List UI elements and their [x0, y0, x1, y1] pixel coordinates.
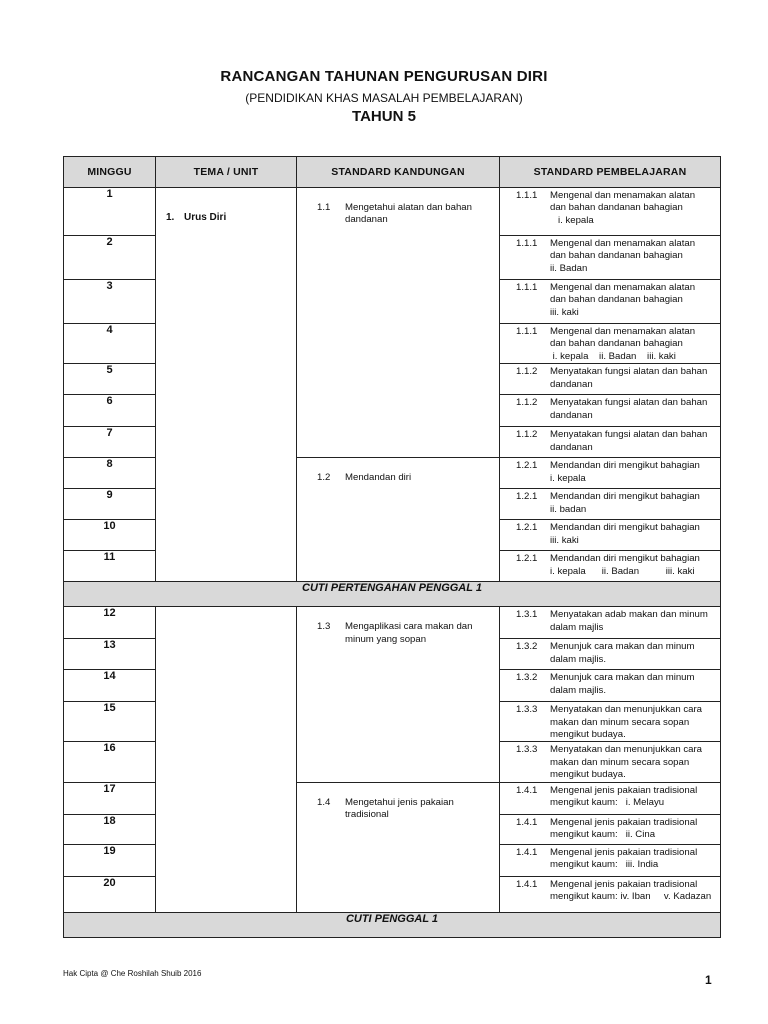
standard-pembelajaran-line: Mengenal dan menamakan alatan	[550, 326, 696, 337]
week-number: 20	[64, 876, 156, 912]
standard-pembelajaran-code: 1.4.1	[516, 816, 538, 828]
standard-pembelajaran-line: mengikut kaum: ii. Cina	[550, 829, 656, 841]
standard-pembelajaran-code: 1.1.1	[516, 190, 538, 201]
standard-pembelajaran-line: dandanan	[550, 441, 593, 453]
standard-pembelajaran-cell	[500, 489, 721, 520]
standard-pembelajaran-line: dalam majlis.	[550, 684, 606, 696]
standard-pembelajaran	[500, 742, 720, 781]
standard-pembelajaran-cell	[500, 702, 721, 742]
standard-pembelajaran-code: 1.4.1	[516, 846, 538, 858]
standard-pembelajaran-cell	[500, 876, 721, 912]
standard-pembelajaran-line: Mengenal dan menamakan alatan	[550, 282, 696, 293]
standard-pembelajaran-line: Menunjuk cara makan dan minum	[550, 672, 695, 684]
standard-pembelajaran-line: Mengenal jenis pakaian tradisional	[550, 784, 698, 796]
column-header-standard-kandungan: STANDARD KANDUNGAN	[297, 157, 500, 188]
standard-pembelajaran-code: 1.3.3	[516, 744, 538, 756]
holiday-label: CUTI PENGGAL 1	[64, 912, 721, 937]
standard-pembelajaran-cell	[500, 364, 721, 395]
standard-kandungan-code: 1.4	[317, 796, 331, 808]
week-number: 4	[64, 324, 156, 364]
week-number: 1	[64, 188, 156, 236]
standard-pembelajaran-text	[550, 190, 714, 227]
standard-pembelajaran-code: 1.2.1	[516, 522, 538, 534]
standard-kandungan	[297, 607, 499, 646]
week-number: 19	[64, 844, 156, 876]
document-title: RANCANGAN TAHUNAN PENGURUSAN DIRI	[220, 68, 548, 85]
standard-pembelajaran-code: 1.1.1	[516, 326, 538, 337]
standard-pembelajaran-line: ii. Badan	[550, 262, 588, 274]
week-number: 3	[64, 280, 156, 324]
week-number: 12	[64, 607, 156, 639]
standard-kandungan-text	[345, 621, 493, 646]
standard-pembelajaran-text	[550, 785, 714, 810]
standard-pembelajaran-line: dandanan	[550, 409, 593, 421]
standard-pembelajaran-line: i. kepala	[550, 214, 594, 226]
footer-copyright: Hak Cipta @ Che Roshilah Shuib 2016	[63, 969, 202, 978]
standard-pembelajaran	[500, 877, 720, 904]
standard-kandungan-cell	[297, 188, 500, 458]
standard-pembelajaran-text	[550, 326, 714, 363]
standard-pembelajaran	[500, 702, 720, 741]
standard-pembelajaran-text	[550, 366, 714, 391]
standard-kandungan-cell	[297, 607, 500, 782]
standard-pembelajaran-line: dan bahan dandanan bahagian	[550, 294, 683, 306]
standard-pembelajaran-code: 1.3.2	[516, 641, 538, 653]
standard-pembelajaran-line: makan dan minum secara sopan	[550, 756, 690, 768]
standard-pembelajaran-cell	[500, 427, 721, 458]
standard-pembelajaran-text	[550, 609, 714, 634]
standard-pembelajaran-code: 1.4.1	[516, 878, 538, 890]
standard-pembelajaran-line: dalam majlis.	[550, 653, 606, 665]
column-header-standard-pembelajaran: STANDARD PEMBELAJARAN	[500, 157, 721, 188]
standard-pembelajaran-line: Mendandan diri mengikut bahagian	[550, 491, 700, 503]
standard-pembelajaran-code: 1.4.1	[516, 784, 538, 796]
standard-pembelajaran-text	[550, 847, 714, 872]
standard-kandungan-line: tradisional	[345, 809, 389, 821]
week-number: 18	[64, 814, 156, 844]
theme-label	[156, 188, 296, 223]
standard-pembelajaran-line: Mendandan diri mengikut bahagian	[550, 460, 700, 472]
week-number: 17	[64, 782, 156, 814]
standard-pembelajaran-line: Mendandan diri mengikut bahagian	[550, 553, 700, 565]
annual-plan-table	[63, 156, 721, 938]
theme-cell	[156, 607, 297, 912]
table-row	[64, 188, 721, 236]
standard-pembelajaran-line: Menyatakan dan menunjukkan cara	[550, 704, 702, 716]
standard-pembelajaran-cell	[500, 551, 721, 582]
standard-pembelajaran-text	[550, 282, 714, 319]
standard-kandungan-cell	[297, 458, 500, 582]
week-number: 11	[64, 551, 156, 582]
standard-pembelajaran	[500, 324, 720, 363]
document-subtitle: (PENDIDIKAN KHAS MASALAH PEMBELAJARAN)	[245, 91, 523, 105]
week-number: 13	[64, 639, 156, 670]
standard-pembelajaran	[500, 783, 720, 810]
standard-pembelajaran-code: 1.1.2	[516, 397, 538, 409]
week-number: 9	[64, 489, 156, 520]
standard-pembelajaran	[500, 520, 720, 547]
standard-kandungan-line: Mengetahui jenis pakaian	[345, 796, 454, 808]
standard-pembelajaran-cell	[500, 844, 721, 876]
standard-pembelajaran-code: 1.1.1	[516, 238, 538, 249]
standard-pembelajaran	[500, 639, 720, 666]
standard-pembelajaran-line: dan bahan dandanan bahagian	[550, 250, 683, 262]
standard-pembelajaran-cell	[500, 236, 721, 280]
standard-pembelajaran-cell	[500, 742, 721, 782]
standard-pembelajaran-cell	[500, 814, 721, 844]
standard-pembelajaran-line: dan bahan dandanan bahagian	[550, 338, 683, 350]
standard-pembelajaran-cell	[500, 458, 721, 489]
standard-kandungan	[297, 458, 499, 484]
standard-pembelajaran-line: Menyatakan fungsi alatan dan bahan	[550, 366, 708, 378]
standard-pembelajaran-line: mengikut budaya.	[550, 729, 626, 741]
theme-number: 1.	[166, 212, 175, 223]
standard-pembelajaran-line: Menunjuk cara makan dan minum	[550, 641, 695, 653]
standard-kandungan-text	[345, 202, 493, 227]
standard-kandungan-code: 1.1	[317, 202, 331, 213]
standard-pembelajaran-line: i. kepala ii. Badan iii. kaki	[550, 565, 695, 577]
standard-pembelajaran	[500, 236, 720, 275]
standard-kandungan-cell	[297, 782, 500, 912]
standard-pembelajaran-line: Mengenal jenis pakaian tradisional	[550, 816, 698, 828]
theme-cell	[156, 188, 297, 582]
week-number: 6	[64, 395, 156, 427]
standard-pembelajaran-code: 1.1.2	[516, 366, 538, 378]
standard-pembelajaran-code: 1.2.1	[516, 460, 538, 472]
standard-pembelajaran-code: 1.2.1	[516, 491, 538, 503]
standard-pembelajaran-line: Menyatakan fungsi alatan dan bahan	[550, 429, 708, 441]
standard-kandungan-code: 1.3	[317, 621, 331, 633]
standard-kandungan-text	[345, 472, 493, 484]
week-number: 16	[64, 742, 156, 782]
standard-pembelajaran	[500, 395, 720, 422]
standard-pembelajaran-line: dalam majlis	[550, 621, 604, 633]
week-number: 15	[64, 702, 156, 742]
standard-pembelajaran-cell	[500, 395, 721, 427]
standard-pembelajaran-line: Mengenal jenis pakaian tradisional	[550, 846, 698, 858]
standard-pembelajaran-text	[550, 397, 714, 422]
standard-pembelajaran-text	[550, 817, 714, 842]
week-number: 7	[64, 427, 156, 458]
standard-kandungan-line: Mengaplikasi cara makan dan	[345, 621, 473, 633]
standard-pembelajaran-cell	[500, 520, 721, 551]
standard-pembelajaran-line: Menyatakan adab makan dan minum	[550, 609, 708, 621]
standard-pembelajaran-line: dan bahan dandanan bahagian	[550, 202, 683, 214]
standard-pembelajaran	[500, 458, 720, 485]
standard-pembelajaran-text	[550, 460, 714, 485]
holiday-row	[64, 582, 721, 607]
table-header-row	[64, 157, 721, 188]
standard-pembelajaran-cell	[500, 188, 721, 236]
standard-pembelajaran-text	[550, 879, 714, 904]
standard-pembelajaran-line: Mengenal dan menamakan alatan	[550, 238, 696, 249]
week-number: 5	[64, 364, 156, 395]
standard-pembelajaran-cell	[500, 670, 721, 702]
standard-pembelajaran-cell	[500, 324, 721, 364]
standard-pembelajaran-line: iii. kaki	[550, 534, 579, 546]
standard-pembelajaran-cell	[500, 607, 721, 639]
standard-kandungan-text	[345, 797, 493, 822]
standard-pembelajaran-line: Menyatakan fungsi alatan dan bahan	[550, 397, 708, 409]
standard-pembelajaran-text	[550, 522, 714, 547]
week-number: 14	[64, 670, 156, 702]
standard-kandungan	[297, 783, 499, 822]
standard-pembelajaran-line: iii. kaki	[550, 306, 579, 318]
standard-pembelajaran-line: ii. badan	[550, 503, 587, 515]
standard-pembelajaran-line: mengikut kaum: i. Melayu	[550, 797, 665, 809]
standard-pembelajaran-code: 1.3.2	[516, 672, 538, 684]
document-year: TAHUN 5	[352, 108, 416, 125]
standard-pembelajaran-cell	[500, 782, 721, 814]
holiday-row	[64, 912, 721, 937]
standard-pembelajaran-line: mengikut kaum: iii. India	[550, 859, 659, 871]
standard-pembelajaran-cell	[500, 280, 721, 324]
standard-pembelajaran-line: mengikut budaya.	[550, 769, 626, 781]
standard-pembelajaran	[500, 845, 720, 872]
standard-pembelajaran-line: makan dan minum secara sopan	[550, 716, 690, 728]
standard-kandungan-line: Mendandan diri	[345, 472, 412, 484]
standard-pembelajaran	[500, 427, 720, 454]
standard-pembelajaran	[500, 551, 720, 578]
standard-kandungan-line: Mengetahui alatan dan bahan	[345, 202, 472, 213]
standard-pembelajaran	[500, 364, 720, 391]
standard-pembelajaran-text	[550, 553, 714, 578]
standard-kandungan	[297, 188, 499, 227]
week-number: 8	[64, 458, 156, 489]
standard-pembelajaran	[500, 670, 720, 697]
standard-pembelajaran-line: Mengenal dan menamakan alatan	[550, 190, 696, 201]
standard-pembelajaran-text	[550, 238, 714, 275]
holiday-label: CUTI PERTENGAHAN PENGGAL 1	[64, 582, 721, 607]
standard-pembelajaran-code: 1.3.1	[516, 609, 538, 621]
column-header-tema-unit: TEMA / UNIT	[156, 157, 297, 188]
week-number: 10	[64, 520, 156, 551]
standard-kandungan-line: dandanan	[345, 214, 388, 226]
theme-name: Urus Diri	[184, 212, 227, 223]
column-header-minggu: MINGGU	[64, 157, 156, 188]
table-row	[64, 607, 721, 639]
standard-pembelajaran-text	[550, 672, 714, 697]
standard-pembelajaran-text	[550, 491, 714, 516]
standard-pembelajaran-line: dandanan	[550, 378, 593, 390]
standard-pembelajaran-text	[550, 641, 714, 666]
standard-pembelajaran	[500, 280, 720, 319]
standard-pembelajaran-text	[550, 429, 714, 454]
standard-pembelajaran-code: 1.2.1	[516, 553, 538, 565]
standard-pembelajaran-code: 1.1.1	[516, 282, 538, 293]
standard-pembelajaran-line: mengikut kaum: iv. Iban v. Kadazan	[550, 891, 712, 903]
week-number: 2	[64, 236, 156, 280]
standard-pembelajaran	[500, 815, 720, 842]
standard-pembelajaran	[500, 188, 720, 227]
standard-pembelajaran-text	[550, 704, 714, 741]
standard-pembelajaran-code: 1.1.2	[516, 429, 538, 441]
standard-pembelajaran-cell	[500, 639, 721, 670]
standard-pembelajaran-line: Mendandan diri mengikut bahagian	[550, 522, 700, 534]
standard-pembelajaran-line: Mengenal jenis pakaian tradisional	[550, 878, 698, 890]
standard-pembelajaran-line: i. kepala ii. Badan iii. kaki	[550, 350, 676, 362]
standard-pembelajaran-text	[550, 744, 714, 781]
standard-pembelajaran	[500, 489, 720, 516]
standard-pembelajaran-line: Menyatakan dan menunjukkan cara	[550, 744, 702, 756]
standard-kandungan-line: minum yang sopan	[345, 633, 427, 645]
standard-pembelajaran	[500, 607, 720, 634]
standard-pembelajaran-line: i. kepala	[550, 472, 586, 484]
standard-pembelajaran-code: 1.3.3	[516, 704, 538, 716]
page-number: 1	[705, 973, 712, 987]
standard-kandungan-code: 1.2	[317, 472, 331, 484]
